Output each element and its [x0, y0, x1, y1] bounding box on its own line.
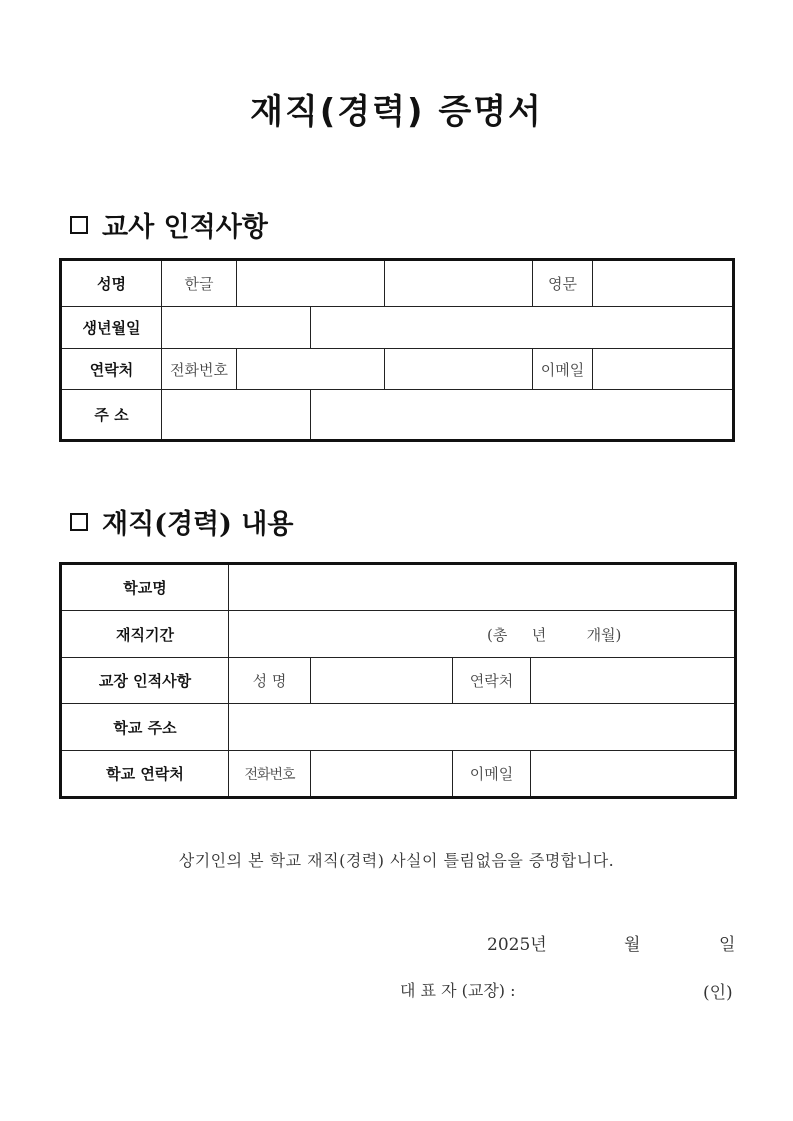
- birth-field[interactable]: [162, 307, 311, 349]
- name-label: 성명: [61, 260, 162, 307]
- address-label: 주 소: [61, 390, 162, 441]
- principal-name-field[interactable]: [311, 658, 453, 704]
- school-email-label: 이메일: [453, 751, 531, 798]
- phone-field[interactable]: [237, 349, 385, 390]
- date-year: 2025년: [487, 935, 547, 955]
- name-korean-label: 한글: [162, 260, 237, 307]
- period-total-text: (총: [487, 625, 508, 644]
- email-field[interactable]: [593, 349, 734, 390]
- principal-name-label: 성 명: [229, 658, 311, 704]
- school-phone-label: 전화번호: [229, 751, 311, 798]
- school-email-field[interactable]: [531, 751, 736, 798]
- section-career-heading-text: 재직(경력) 내용: [102, 509, 294, 540]
- career-info-table: [59, 562, 737, 799]
- school-name-field[interactable]: [229, 564, 736, 611]
- checkbox-square-icon: [70, 216, 88, 234]
- address-field[interactable]: [162, 390, 311, 441]
- name-extra-field[interactable]: [385, 260, 533, 307]
- phone-extra-field[interactable]: [385, 349, 533, 390]
- document-title: 재직(경력) 증명서: [250, 92, 543, 132]
- email-label: 이메일: [533, 349, 593, 390]
- seal-mark: (인): [703, 983, 733, 1003]
- address-extra-field[interactable]: [311, 390, 734, 441]
- period-year-text: 년: [531, 625, 547, 644]
- principal-info-label: 교장 인적사항: [61, 658, 229, 704]
- school-contact-label: 학교 연락처: [61, 751, 229, 798]
- section-career-heading: [70, 502, 293, 541]
- period-label: 재직기간: [61, 611, 229, 658]
- name-english-label: 영문: [533, 260, 593, 307]
- checkbox-square-icon: [70, 513, 88, 531]
- name-korean-field[interactable]: [237, 260, 385, 307]
- phone-label: 전화번호: [162, 349, 237, 390]
- birth-extra-field[interactable]: [311, 307, 734, 349]
- school-address-field[interactable]: [229, 704, 736, 751]
- principal-contact-field[interactable]: [531, 658, 736, 704]
- contact-label: 연락처: [61, 349, 162, 390]
- teacher-info-table: [59, 258, 735, 442]
- school-phone-field[interactable]: [311, 751, 453, 798]
- principal-contact-label: 연락처: [453, 658, 531, 704]
- school-address-label: 학교 주소: [61, 704, 229, 751]
- certification-text: 상기인의 본 학교 재직(경력) 사실이 틀림없음을 증명합니다.: [178, 851, 615, 870]
- school-name-label: 학교명: [61, 564, 229, 611]
- period-month-text: 개월): [586, 625, 622, 644]
- date-month: 월: [624, 935, 641, 955]
- name-english-field[interactable]: [593, 260, 734, 307]
- section-teacher-heading: [70, 205, 268, 244]
- period-field[interactable]: [229, 611, 736, 658]
- date-day: 일: [719, 935, 736, 955]
- section-teacher-heading-text: 교사 인적사항: [102, 212, 268, 243]
- birth-label: 생년월일: [61, 307, 162, 349]
- representative-label: 대 표 자 (교장) :: [400, 981, 516, 1000]
